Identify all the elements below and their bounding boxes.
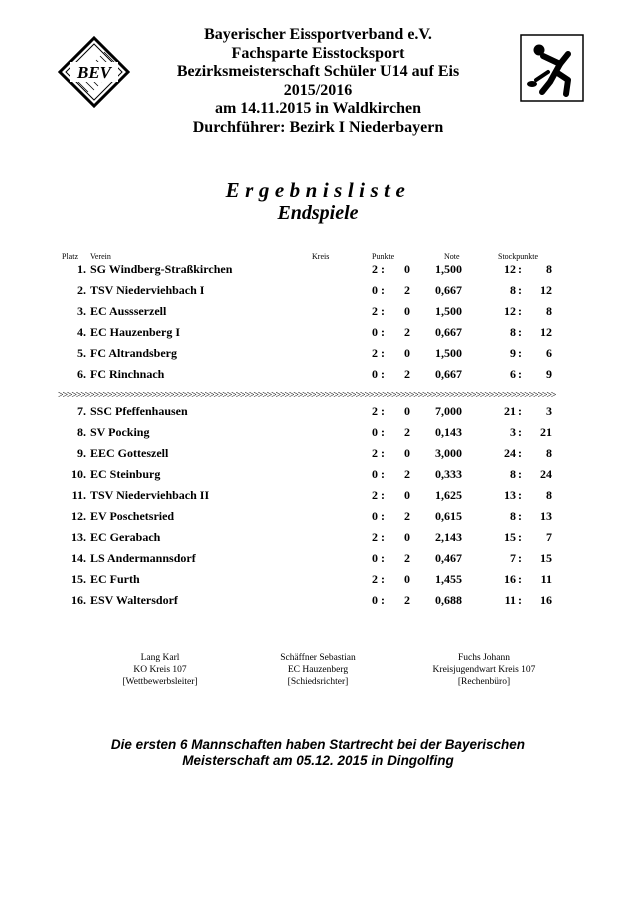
row-points-against: 2 <box>404 551 410 565</box>
row-verein: TSV Niederviehbach II <box>90 488 210 502</box>
row-points-colon: : <box>381 404 385 418</box>
row-points-against: 0 <box>404 346 410 360</box>
row-stock-for: 8 <box>510 325 516 339</box>
row-points-for: 0 <box>372 367 378 381</box>
signature-name: Schäffner Sebastian <box>280 653 356 663</box>
row-points-for: 0 <box>372 593 378 607</box>
row-platz: 16. <box>71 593 86 607</box>
row-points-against: 0 <box>404 488 410 502</box>
row-verein: LS Andermannsdorf <box>90 551 196 565</box>
row-note: 0,467 <box>435 551 462 565</box>
header-season: 2015/2016 <box>283 81 353 99</box>
row-stock-colon: : <box>518 404 522 418</box>
row-note: 0,667 <box>435 367 462 381</box>
row-points-against: 2 <box>404 593 410 607</box>
row-stock-against: 11 <box>540 572 552 586</box>
row-platz: 15. <box>71 572 86 586</box>
row-stock-colon: : <box>518 551 522 565</box>
signature-role: [Wettbewerbsleiter] <box>122 677 198 687</box>
row-points-colon: : <box>381 551 385 565</box>
row-stock-for: 11 <box>504 593 516 607</box>
row-stock-colon: : <box>518 467 522 481</box>
row-platz: 14. <box>71 551 86 565</box>
row-platz: 4. <box>77 325 86 339</box>
signature-name: Lang Karl <box>140 653 180 663</box>
row-stock-against: 7 <box>546 530 552 544</box>
row-points-colon: : <box>381 467 385 481</box>
row-stock-colon: : <box>518 367 522 381</box>
row-stock-colon: : <box>518 346 522 360</box>
row-points-for: 2 <box>372 446 378 460</box>
row-stock-for: 12 <box>504 262 516 276</box>
row-points-for: 0 <box>372 467 378 481</box>
row-stock-colon: : <box>518 509 522 523</box>
row-note: 2,143 <box>435 530 462 544</box>
signature-scoring-office <box>404 652 564 688</box>
row-points-for: 2 <box>372 262 378 276</box>
row-verein: SV Pocking <box>90 425 150 439</box>
row-points-for: 0 <box>372 509 378 523</box>
column-header-note: Note <box>444 252 460 261</box>
signature-referee <box>238 652 398 688</box>
column-header-kreis: Kreis <box>312 252 330 261</box>
row-points-against: 2 <box>404 467 410 481</box>
row-points-for: 0 <box>372 425 378 439</box>
row-verein: EC Steinburg <box>90 467 161 481</box>
row-stock-for: 13 <box>504 488 516 502</box>
row-stock-colon: : <box>518 530 522 544</box>
row-note: 1,500 <box>435 304 462 318</box>
table-row <box>0 425 636 445</box>
row-points-against: 0 <box>404 404 410 418</box>
row-verein: EC Furth <box>90 572 140 586</box>
column-header-platz: Platz <box>62 252 78 261</box>
row-points-against: 0 <box>404 262 410 276</box>
row-platz: 9. <box>77 446 86 460</box>
row-stock-colon: : <box>518 425 522 439</box>
row-stock-colon: : <box>518 283 522 297</box>
row-note: 1,500 <box>435 346 462 360</box>
row-points-colon: : <box>381 572 385 586</box>
row-verein: SSC Pfeffenhausen <box>90 404 188 418</box>
row-platz: 7. <box>77 404 86 418</box>
row-verein: EC Hauzenberg I <box>90 325 180 339</box>
row-stock-against: 13 <box>540 509 552 523</box>
row-points-colon: : <box>381 262 385 276</box>
column-header-punkte: Punkte <box>372 252 395 261</box>
row-platz: 5. <box>77 346 86 360</box>
row-platz: 11. <box>71 488 86 502</box>
row-stock-for: 24 <box>504 446 516 460</box>
row-verein: EEC Gotteszell <box>90 446 169 460</box>
table-row <box>0 367 636 387</box>
row-note: 1,500 <box>435 262 462 276</box>
row-stock-for: 21 <box>504 404 516 418</box>
row-points-for: 2 <box>372 404 378 418</box>
table-row <box>0 325 636 345</box>
row-note: 0,688 <box>435 593 462 607</box>
row-points-against: 0 <box>404 572 410 586</box>
table-row <box>0 467 636 487</box>
row-points-colon: : <box>381 283 385 297</box>
table-row <box>0 509 636 529</box>
row-platz: 8. <box>77 425 86 439</box>
table-row <box>0 262 636 282</box>
row-stock-for: 3 <box>510 425 516 439</box>
table-row <box>0 283 636 303</box>
table-row <box>0 304 636 324</box>
row-stock-against: 9 <box>546 367 552 381</box>
row-points-colon: : <box>381 325 385 339</box>
row-stock-for: 7 <box>510 551 516 565</box>
row-stock-against: 8 <box>546 304 552 318</box>
row-verein: EC Aussserzell <box>90 304 167 318</box>
row-stock-against: 6 <box>546 346 552 360</box>
row-stock-against: 8 <box>546 488 552 502</box>
row-stock-against: 3 <box>546 404 552 418</box>
document-header <box>0 26 636 137</box>
column-header-verein: Verein <box>90 252 111 261</box>
row-stock-colon: : <box>518 572 522 586</box>
row-points-for: 2 <box>372 346 378 360</box>
row-points-against: 2 <box>404 367 410 381</box>
header-organizer: Durchführer: Bezirk I Niederbayern <box>192 118 444 136</box>
row-points-against: 2 <box>404 509 410 523</box>
table-row <box>0 530 636 550</box>
table-row <box>0 593 636 613</box>
row-note: 0,667 <box>435 325 462 339</box>
row-stock-for: 12 <box>504 304 516 318</box>
row-points-for: 2 <box>372 304 378 318</box>
row-note: 0,615 <box>435 509 462 523</box>
row-platz: 3. <box>77 304 86 318</box>
row-points-against: 2 <box>404 325 410 339</box>
row-note: 0,143 <box>435 425 462 439</box>
row-points-against: 0 <box>404 446 410 460</box>
row-stock-colon: : <box>518 262 522 276</box>
bev-logo-text: BEV <box>76 63 112 82</box>
row-stock-for: 16 <box>504 572 516 586</box>
page-title: Ergebnisliste <box>225 178 411 202</box>
row-stock-against: 12 <box>540 325 552 339</box>
row-stock-for: 8 <box>510 283 516 297</box>
row-points-colon: : <box>381 593 385 607</box>
row-stock-for: 6 <box>510 367 516 381</box>
column-header-stockpunkte: Stockpunkte <box>498 252 538 261</box>
row-verein: FC Altrandsberg <box>90 346 177 360</box>
row-platz: 10. <box>71 467 86 481</box>
footer-line-1: Die ersten 6 Mannschaften haben Startrecht bei der Bayerischen <box>110 737 526 752</box>
row-stock-colon: : <box>518 304 522 318</box>
header-division: Fachsparte Eisstocksport <box>231 44 405 62</box>
table-row <box>0 346 636 366</box>
row-note: 1,455 <box>435 572 462 586</box>
row-note: 3,000 <box>435 446 462 460</box>
row-points-for: 2 <box>372 572 378 586</box>
row-verein: FC Rinchnach <box>90 367 165 381</box>
header-date-location: am 14.11.2015 in Waldkirchen <box>214 100 422 117</box>
row-stock-against: 15 <box>540 551 552 565</box>
row-points-colon: : <box>381 530 385 544</box>
row-note: 1,625 <box>435 488 462 502</box>
row-verein: EV Poschetsried <box>90 509 175 523</box>
signature-org: KO Kreis 107 <box>133 665 187 675</box>
table-row <box>0 488 636 508</box>
row-points-for: 0 <box>372 325 378 339</box>
signature-role: [Rechenbüro] <box>457 677 511 687</box>
row-points-colon: : <box>381 488 385 502</box>
row-verein: EC Gerabach <box>90 530 161 544</box>
row-points-colon: : <box>381 509 385 523</box>
header-federation: Bayerischer Eissportverband e.V. <box>204 26 432 43</box>
table-row <box>0 404 636 424</box>
row-verein: TSV Niederviehbach I <box>90 283 205 297</box>
row-points-against: 0 <box>404 304 410 318</box>
row-stock-against: 8 <box>546 262 552 276</box>
footer-line-2: Meisterschaft am 05.12. 2015 in Dingolfing <box>182 753 454 768</box>
signature-org: Kreisjugendwart Kreis 107 <box>432 665 536 675</box>
row-stock-against: 16 <box>540 593 552 607</box>
row-points-against: 2 <box>404 283 410 297</box>
footer-note <box>0 737 636 769</box>
group-separator: >>>>>>>>>>>>>>>>>>>>>>>>>>>>>>>>>>>>>>>>>>>>>>>>>>>>>>>>>>>>>>>>>>>>>>>>>>>>>>>>>>>>>>>>>>>>>>>>>>>>>>>>>>>>>>>> <box>58 390 556 401</box>
row-points-for: 2 <box>372 530 378 544</box>
row-verein: ESV Waltersdorf <box>90 593 178 607</box>
row-stock-against: 21 <box>540 425 552 439</box>
row-verein: SG Windberg-Straßkirchen <box>90 262 233 276</box>
header-championship: Bezirksmeisterschaft Schüler U14 auf Eis <box>176 63 460 80</box>
row-points-for: 0 <box>372 551 378 565</box>
row-points-colon: : <box>381 346 385 360</box>
table-row <box>0 551 636 571</box>
row-note: 0,667 <box>435 283 462 297</box>
row-platz: 6. <box>77 367 86 381</box>
table-row <box>0 572 636 592</box>
row-points-for: 2 <box>372 488 378 502</box>
row-points-against: 0 <box>404 530 410 544</box>
page-subtitle: Endspiele <box>277 202 359 224</box>
row-platz: 1. <box>77 262 86 276</box>
row-platz: 12. <box>71 509 86 523</box>
table-row <box>0 446 636 466</box>
row-stock-colon: : <box>518 593 522 607</box>
row-stock-against: 8 <box>546 446 552 460</box>
signature-competition-leader <box>80 652 240 688</box>
signature-name: Fuchs Johann <box>458 653 510 663</box>
row-stock-for: 15 <box>504 530 516 544</box>
row-points-colon: : <box>381 425 385 439</box>
row-stock-colon: : <box>518 446 522 460</box>
signature-org: EC Hauzenberg <box>287 665 349 675</box>
row-points-against: 2 <box>404 425 410 439</box>
row-stock-colon: : <box>518 325 522 339</box>
row-stock-for: 9 <box>510 346 516 360</box>
row-stock-for: 8 <box>510 467 516 481</box>
row-stock-for: 8 <box>510 509 516 523</box>
row-points-for: 0 <box>372 283 378 297</box>
row-points-colon: : <box>381 446 385 460</box>
row-note: 0,333 <box>435 467 462 481</box>
row-points-colon: : <box>381 367 385 381</box>
row-stock-colon: : <box>518 488 522 502</box>
row-stock-against: 12 <box>540 283 552 297</box>
row-platz: 13. <box>71 530 86 544</box>
row-stock-against: 24 <box>540 467 552 481</box>
signature-role: [Schiedsrichter] <box>287 677 349 687</box>
row-platz: 2. <box>77 283 86 297</box>
row-note: 7,000 <box>435 404 462 418</box>
row-points-colon: : <box>381 304 385 318</box>
